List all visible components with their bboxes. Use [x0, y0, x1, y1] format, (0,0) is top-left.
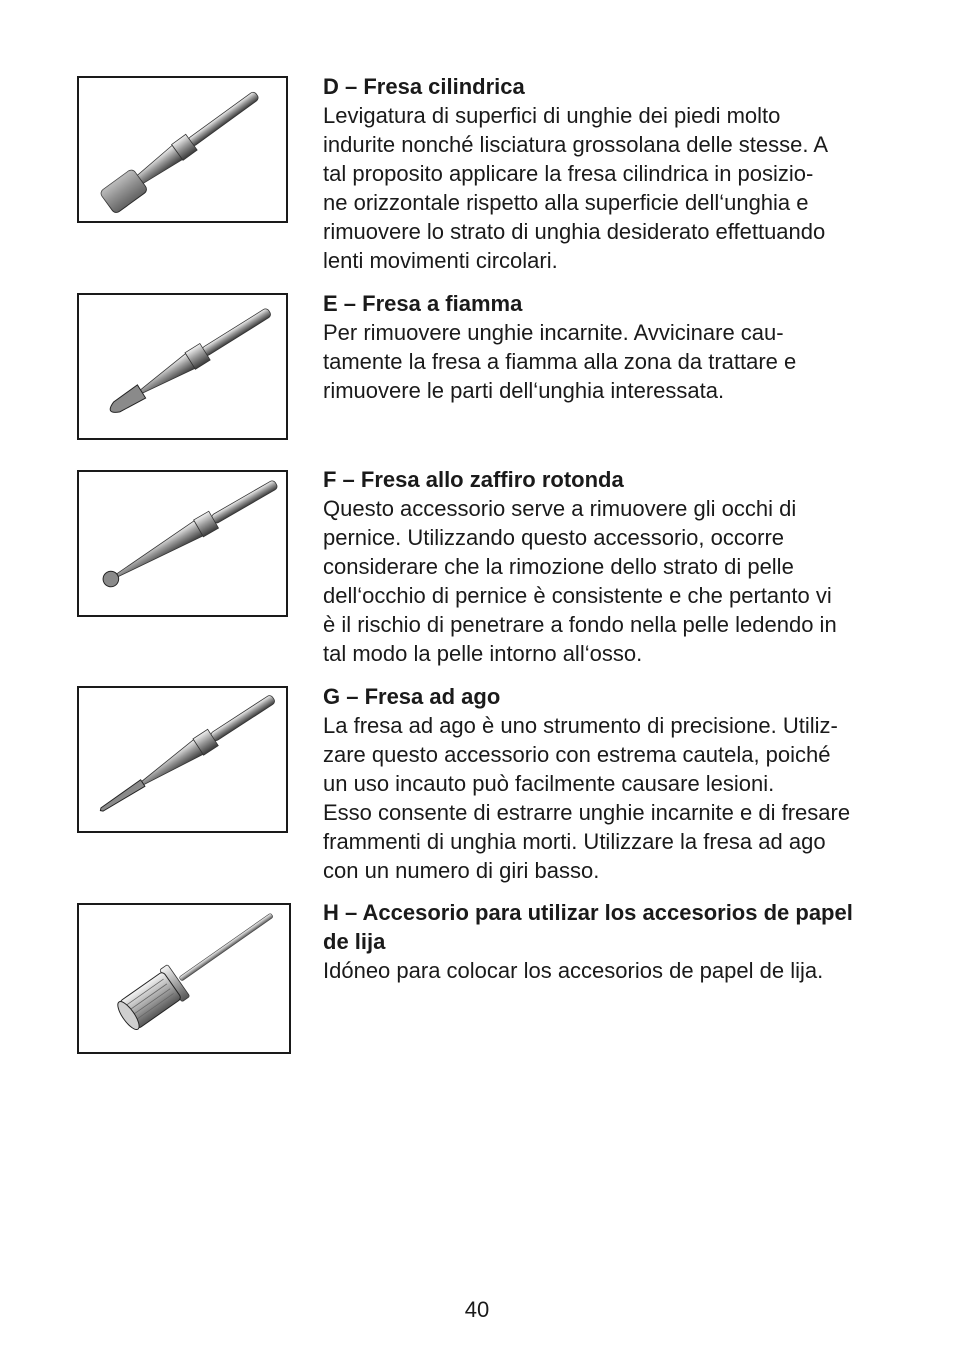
cylinder-bit-icon: [79, 78, 286, 221]
entry-g-line: zare questo accessorio con estrema cautela, poiché: [323, 742, 831, 767]
sandpaper-mandrel-image: [77, 903, 291, 1054]
flame-bit-icon: [79, 295, 286, 438]
sapphire-ball-bit-icon: [79, 472, 286, 615]
entry-d-title: D – Fresa cilindrica: [323, 74, 525, 99]
entry-d-line: ne orizzontale rispetto alla superficie dell‘unghia e: [323, 190, 809, 215]
cylinder-bit-image: [77, 76, 288, 223]
entry-g-line: frammenti di unghia morti. Utilizzare la fresa ad ago: [323, 829, 826, 854]
entry-f-text: [323, 465, 883, 668]
entry-f-title: F – Fresa allo zaffiro rotonda: [323, 467, 624, 492]
entry-f-line: Questo accessorio serve a rimuovere gli occhi di: [323, 496, 797, 521]
entry-d-line: Levigatura di superfici di unghie dei piedi molto: [323, 103, 781, 128]
entry-g-line: con un numero di giri basso.: [323, 858, 600, 883]
entry-f-line: è il rischio di penetrare a fondo nella pelle ledendo in: [323, 612, 837, 637]
entry-f-line: considerare che la rimozione dello strato di pelle: [323, 554, 794, 579]
entry-g-title: G – Fresa ad ago: [323, 684, 501, 709]
entry-d-line: tal proposito applicare la fresa cilindrica in posizio-: [323, 161, 814, 186]
entry-e-line: rimuovere le parti dell‘unghia interessata.: [323, 378, 725, 403]
entry-h-text: [323, 898, 883, 985]
needle-bit-icon: [79, 688, 286, 831]
flame-bit-image: [77, 293, 288, 440]
entry-f-line: pernice. Utilizzando questo accessorio, occorre: [323, 525, 785, 550]
entry-e-text: [323, 289, 883, 405]
entry-g-text: [323, 682, 883, 885]
page-number: 40: [464, 1297, 490, 1322]
entry-d-line: lenti movimenti circolari.: [323, 248, 558, 273]
needle-bit-image: [77, 686, 288, 833]
entry-e-line: Per rimuovere unghie incarnite. Avvicinare cau-: [323, 320, 784, 345]
sapphire-ball-bit-image: [77, 470, 288, 617]
entry-e-line: tamente la fresa a fiamma alla zona da trattare e: [323, 349, 797, 374]
entry-d-text: [323, 72, 883, 275]
entry-g-line: Esso consente di estrarre unghie incarnite e di fresare: [323, 800, 851, 825]
entry-f-line: tal modo la pelle intorno all‘osso.: [323, 641, 643, 666]
sandpaper-mandrel-icon: [79, 905, 289, 1052]
entry-g-line: La fresa ad ago è uno strumento di precisione. Utiliz-: [323, 713, 838, 738]
entry-h-line: Idóneo para colocar los accesorios de papel de lija.: [323, 958, 824, 983]
entry-f-line: dell‘occhio di pernice è consistente e che pertanto vi: [323, 583, 832, 608]
entry-h-title-line: de lija: [323, 929, 386, 954]
entry-d-line: indurite nonché lisciatura grossolana delle stesse. A: [323, 132, 829, 157]
entry-h-title-line: H – Accesorio para utilizar los accesorios de papel: [323, 900, 853, 925]
entry-g-line: un uso incauto può facilmente causare lesioni.: [323, 771, 775, 796]
entry-e-title: E – Fresa a fiamma: [323, 291, 523, 316]
entry-d-line: rimuovere lo strato di unghia desiderato effettuando: [323, 219, 826, 244]
